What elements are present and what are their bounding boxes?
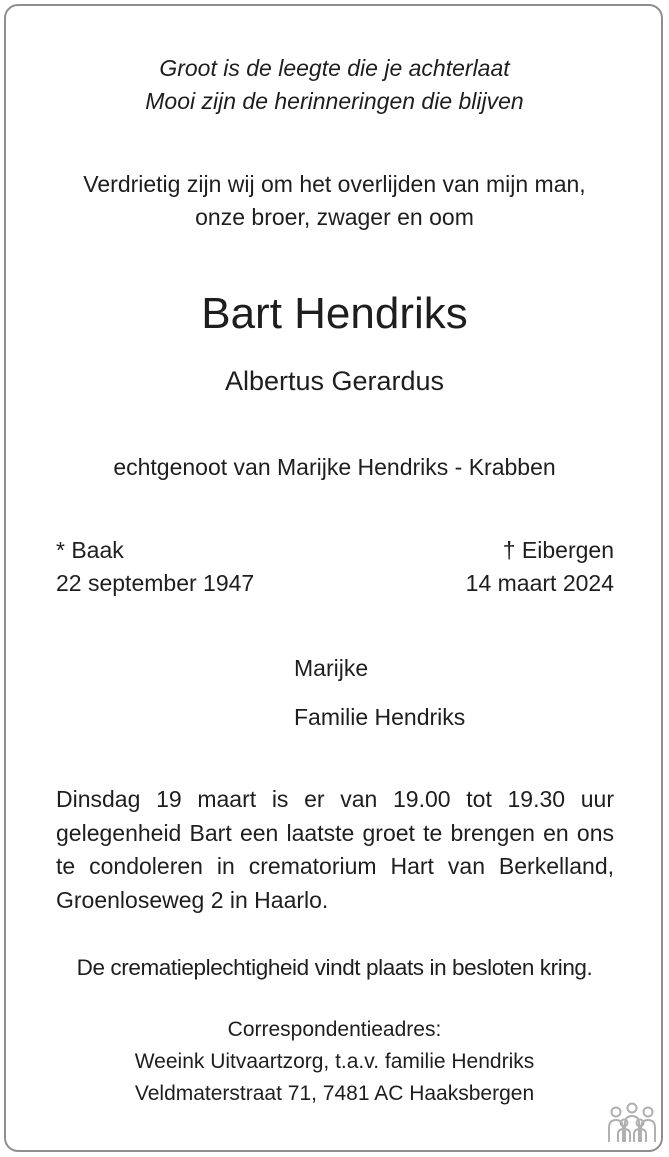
- death-place: † Eibergen: [502, 537, 614, 563]
- death-block: [466, 534, 614, 600]
- spouse-line: echtgenoot van Marijke Hendriks - Krabben: [113, 454, 556, 480]
- correspondence-line-2: Veldmaterstraat 71, 7481 AC Haaksbergen: [134, 1082, 535, 1105]
- birth-date: 22 september 1947: [56, 570, 255, 596]
- signatory-2: Familie Hendriks: [294, 704, 466, 730]
- family-group-icon: [607, 1102, 657, 1146]
- poem-line-1: Groot is de leegte die je achterlaat: [159, 55, 510, 81]
- birth-place: * Baak: [56, 537, 124, 563]
- signatory-1: Marijke: [294, 655, 369, 681]
- closing-line: De crematieplechtigheid vindt plaats in besloten kring.: [76, 955, 593, 980]
- intro-line-1: Verdrietig zijn wij om het overlijden van mijn man,: [83, 171, 586, 197]
- birth-block: [56, 534, 254, 600]
- poem: [0, 52, 669, 118]
- intro-text: [0, 168, 669, 234]
- visitation-paragraph: Dinsdag 19 maart is er van 19.00 tot 19.30 uur gelegenheid Bart een laatste groet te brengen en ons te condoleren in crematorium Hart van Berkelland, Groenloseweg 2 in Haarlo.: [56, 786, 614, 913]
- poem-line-2: Mooi zijn de herinneringen die blijven: [145, 88, 524, 114]
- correspondence-heading: Correspondentieadres:: [227, 1018, 442, 1041]
- deceased-name: Bart Hendriks: [201, 289, 468, 338]
- intro-line-2: onze broer, zwager en oom: [195, 204, 474, 230]
- correspondence-line-1: Weeink Uitvaartzorg, t.a.v. familie Hendriks: [134, 1050, 535, 1073]
- given-names: Albertus Gerardus: [224, 366, 445, 396]
- correspondence-address: [0, 1014, 669, 1110]
- death-date: 14 maart 2024: [465, 570, 614, 596]
